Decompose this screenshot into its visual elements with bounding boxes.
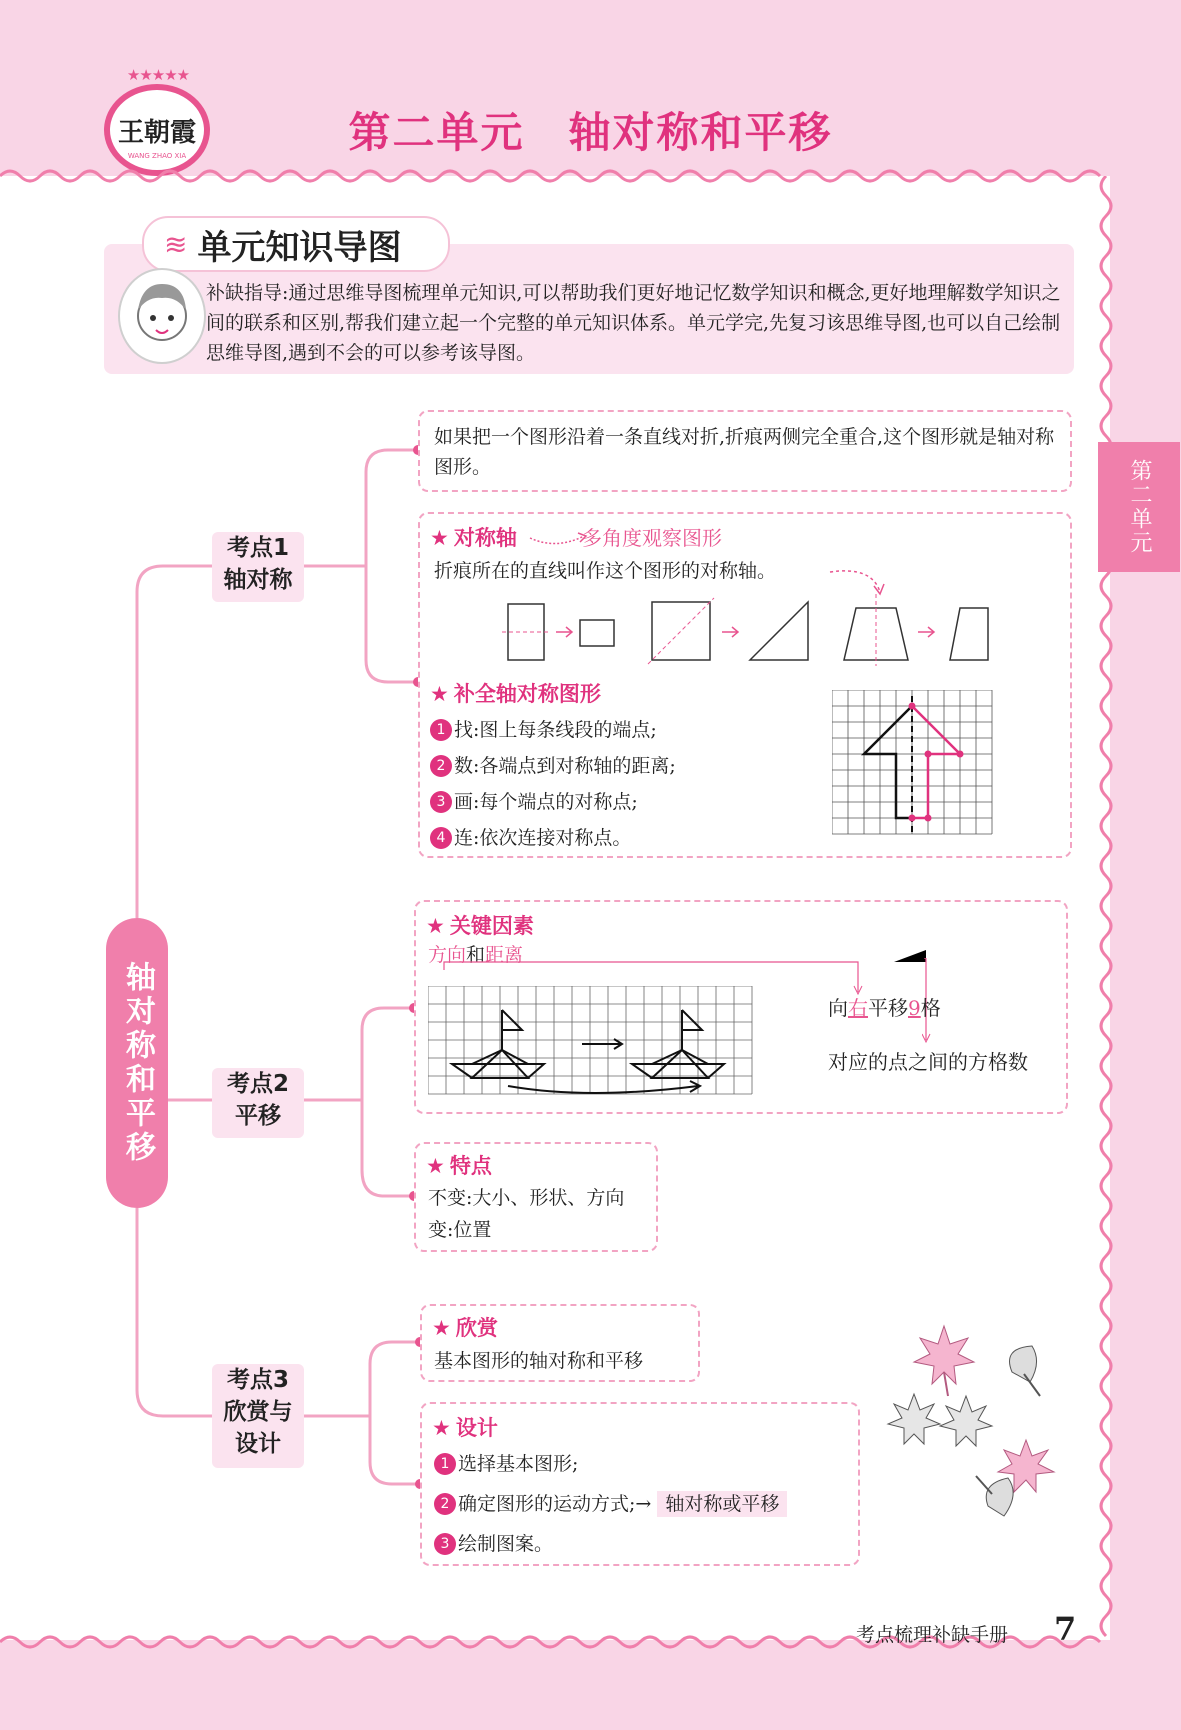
design-steps [434,1444,787,1564]
waves-icon: ≋ [164,227,188,261]
feature-unchanged: 不变:大小、形状、方向 [428,1187,625,1209]
logo-text: 王朝霞 [117,117,196,148]
boat-translation-grid [428,986,802,1102]
topic-node-3 [212,1364,304,1468]
complete-steps [430,712,676,856]
rating-stars: ★★★★★ [126,66,190,84]
arrow-grid-figure [832,690,996,838]
appreciate-heading [432,1312,498,1342]
axis-note: 多角度观察图形 [582,526,723,550]
step-1-icon: 1 [430,719,452,741]
step-1-icon: 1 [434,1453,456,1475]
step-3-icon: 3 [430,791,452,813]
topic-1-number: 考点1 [226,535,289,561]
design-tag: 轴对称或平移 [657,1491,787,1517]
step-2-icon: 2 [430,755,452,777]
step-item: 3 画:每个端点的对称点; [430,784,676,820]
fold-shapes-diagram [500,560,1000,680]
key-title: 关键因素 [449,914,534,938]
and-label: 和 [466,944,486,966]
appreciate-title: 欣赏 [455,1316,498,1340]
maple-leaf-icon [940,1396,992,1446]
topic-3-name-a: 欣赏与 [223,1399,293,1425]
step-item: 1 找:图上每条线段的端点; [430,712,676,748]
topic-3-name-b: 设计 [235,1431,281,1457]
step-2-icon: 2 [434,1493,456,1515]
feature-list [428,1182,624,1246]
footer-book-title: 考点梳理补缺手册 [856,1624,1009,1646]
feature-changed: 变:位置 [428,1219,492,1241]
design-step: 3 绘制图案。 [434,1524,787,1564]
guide-text: 补缺指导:通过思维导图梳理单元知识,可以帮助我们更好地记忆数学知识和概念,更好地理解数学知识之间的联系和区别,帮我们建立起一个完整的单元知识体系。单元学完,先复习该思维导图,也可以自己绘制思维导图,遇到不会的可以参考该导图。 [206,282,1061,364]
star-icon: ★ [430,682,449,706]
topic-1-name: 轴对称 [223,567,293,593]
topic-node-2 [212,1068,304,1138]
ginkgo-leaf-icon [976,1476,1013,1516]
definition-box [418,410,1072,492]
step-item: 4 连:依次连接对称点。 [430,820,676,856]
complete-title: 补全轴对称图形 [453,682,601,706]
axis-symmetric-definition: 如果把一个图形沿着一条直线对折,折痕两侧完全重合,这个图形就是轴对称图形。 [434,426,1055,478]
star-icon: ★ [430,526,449,550]
distance-label: 距离 [485,944,524,966]
ginkgo-leaf-icon [1010,1346,1041,1396]
star-icon: ★ [426,914,445,938]
page-number: 7 [1054,1610,1077,1648]
page-title: 第二单元 轴对称和平移 [348,108,833,157]
section-title: 单元知识导图 [197,227,402,268]
topic-2-name: 平移 [235,1103,281,1129]
appreciate-text: 基本图形的轴对称和平移 [434,1350,644,1372]
move-description: 向右平移9格 [828,996,941,1020]
design-heading [432,1412,498,1442]
maple-leaf-icon [888,1394,940,1444]
axis-title: 对称轴 [453,526,517,550]
logo-subtext: WANG ZHAO XIA [127,152,187,160]
design-step: 1 选择基本图形; [434,1444,787,1484]
topic-node-1 [212,532,304,602]
star-icon: ★ [432,1316,451,1340]
axis-text: 折痕所在的直线叫作这个图形的对称轴。 [434,560,777,582]
move-note: 对应的点之间的方格数 [828,1050,1028,1074]
curved-arrow-icon [528,528,588,548]
step-3-icon: 3 [434,1533,456,1555]
feature-title: 特点 [449,1154,492,1178]
design-title: 设计 [455,1416,498,1440]
step-4-icon: 4 [430,827,452,849]
star-icon: ★ [426,1154,445,1178]
unit-side-tab[interactable]: 第二单元 [1098,442,1180,572]
design-step: 2 确定图形的运动方式;→ 轴对称或平移 [434,1484,787,1524]
topic-3-number: 考点3 [226,1367,289,1393]
feature-heading [426,1150,492,1180]
maple-leaf-icon [914,1326,974,1396]
complete-heading [430,678,601,708]
leaves-decoration [884,1312,1084,1552]
topic-2-number: 考点2 [226,1071,289,1097]
key-heading [426,910,534,940]
direction-label: 方向 [428,944,467,966]
root-topic: 轴对称和平移 [106,918,168,1208]
step-item: 2 数:各端点到对称轴的距离; [430,748,676,784]
star-icon: ★ [432,1416,451,1440]
